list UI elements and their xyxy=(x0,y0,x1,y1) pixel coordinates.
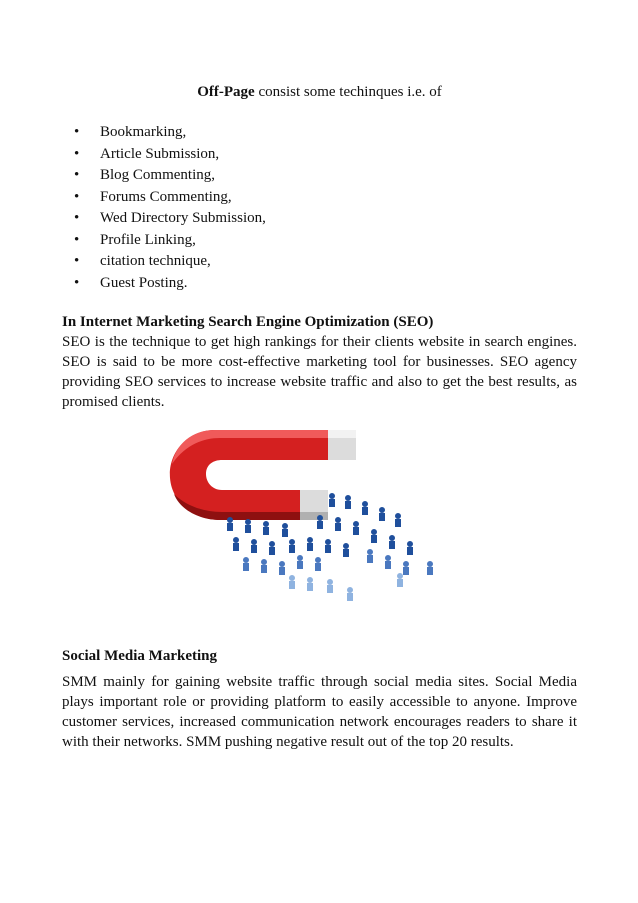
intro-rest: consist some techinques i.e. of xyxy=(254,84,442,100)
list-item: • citation technique, xyxy=(74,251,266,273)
smm-paragraph: SMM mainly for gaining website traffic through social media sites. Social Media plays important role or providing platform to easily accessible to anyone. Improve customer services, increased communication network encourages readers to share it with their networks. SMM pushing negative result out of the top 20 results. xyxy=(62,674,577,750)
list-item: • Guest Posting. xyxy=(74,273,266,295)
seo-paragraph: SEO is the technique to get high rankings for their clients website in search engines. SEO is said to be more cost-effective marketing tool for businesses. SEO agency providing SEO services to increase website traffic and also to get the best results, as promised clients. xyxy=(62,334,577,410)
list-item: • Bookmarking, xyxy=(74,122,266,144)
intro-bold: Off-Page xyxy=(197,84,255,100)
magnet-attracting-people-icon xyxy=(160,418,460,608)
seo-heading: In Internet Marketing Search Engine Optimization (SEO) xyxy=(62,314,434,330)
list-item: • Forums Commenting, xyxy=(74,187,266,209)
intro-line xyxy=(62,82,577,102)
smm-heading: Social Media Marketing xyxy=(62,648,217,664)
list-item: • Article Submission, xyxy=(74,144,266,166)
list-item: • Wed Directory Submission, xyxy=(74,208,266,230)
magnet-icon xyxy=(170,430,356,520)
technique-list xyxy=(74,122,266,294)
list-item: • Blog Commenting, xyxy=(74,165,266,187)
list-item: • Profile Linking, xyxy=(74,230,266,252)
